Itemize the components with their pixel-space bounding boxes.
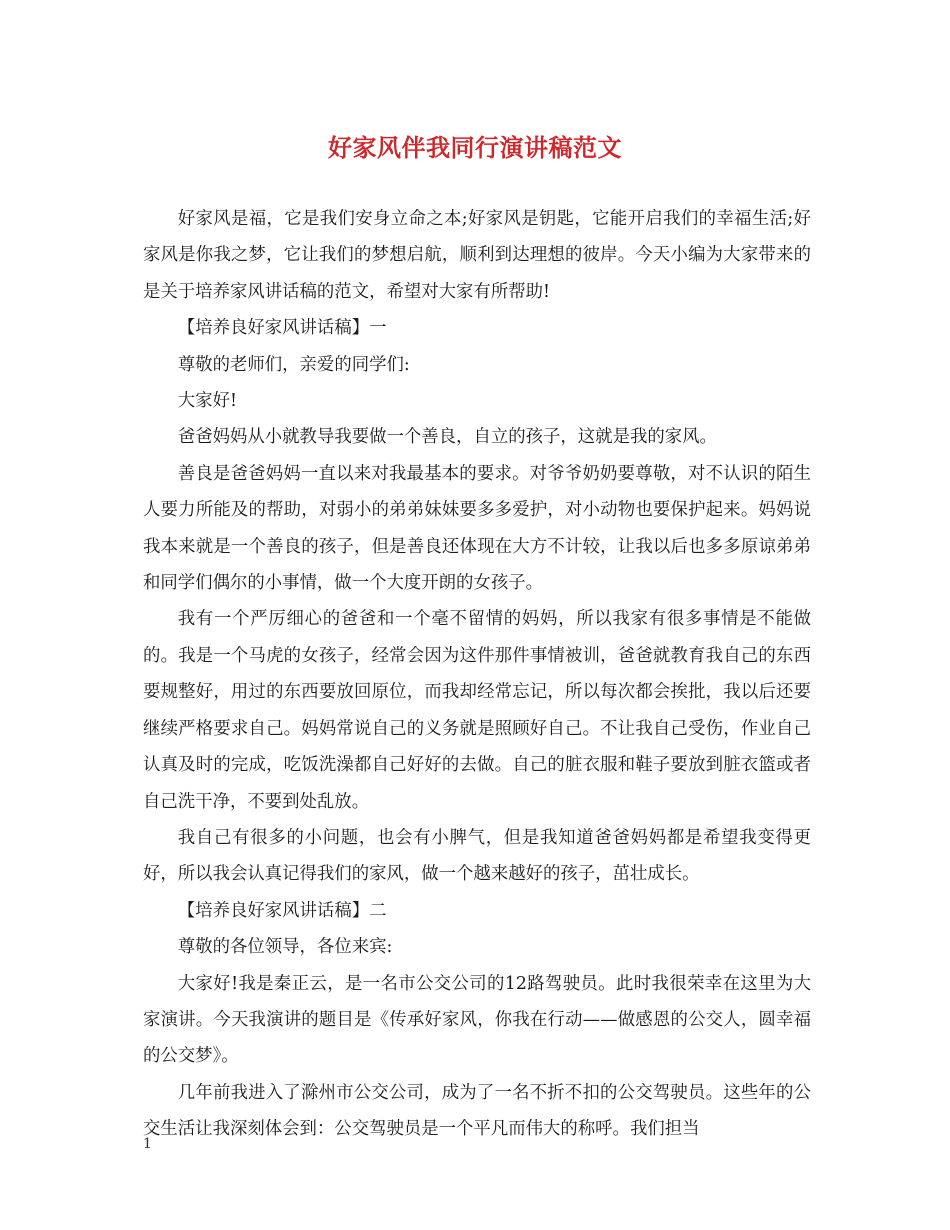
- paragraph: 几年前我进入了滁州市公交公司，成为了一名不折不扣的公交驾驶员。这些年的公交生活让我深刻体会到：公交驾驶员是一个平凡而伟大的称呼。我们担当: [143, 1082, 811, 1140]
- paragraph: 我自己有很多的小问题，也会有小脾气，但是我知道爸爸妈妈都是希望我变得更好，所以我会认真记得我们的家风，做一个越来越好的孩子，茁壮成长。: [143, 827, 811, 885]
- paragraph: 好家风是福，它是我们安身立命之本;好家风是钥匙，它能开启我们的幸福生活;好家风是你我之梦，它让我们的梦想启航，顺利到达理想的彼岸。今天小编为大家带来的是关于培养家风讲话稿的范文，希望对大家有所帮助!: [143, 209, 811, 302]
- document-title: 好家风伴我同行演讲稿范文: [328, 133, 622, 162]
- paragraph: 我有一个严厉细心的爸爸和一个毫不留情的妈妈，所以我家有很多事情是不能做的。我是一个马虎的女孩子，经常会因为这件那件事情被训，爸爸就教育我自己的东西要规整好，用过的东西要放回原位，而我却经常忘记，所以每次都会挨批，我以后还要继续严格要求自己。妈妈常说自己的义务就是照顾好自己。不让我自己受伤，作业自己认真及时的完成，吃饭洗澡都自己好好的去做。自己的脏衣服和鞋子要放到脏衣篮或者自己洗干净，不要到处乱放。: [143, 609, 811, 812]
- paragraph: 善良是爸爸妈妈一直以来对我最基本的要求。对爷爷奶奶要尊敬，对不认识的陌生人要力所能及的帮助，对弱小的弟弟妹妹要多多爱护，对小动物也要保护起来。妈妈说我本来就是一个善良的孩子，但是善良还体现在大方不计较，让我以后也多多原谅弟弟和同学们偶尔的小事情，做一个大度开朗的女孩子。: [143, 463, 811, 594]
- salutation: 尊敬的老师们，亲爱的同学们:: [177, 354, 410, 375]
- section-heading: 【培养良好家风讲话稿】一: [177, 318, 387, 339]
- section-heading: 【培养良好家风讲话稿】二: [177, 900, 387, 921]
- page-number: 1: [143, 1136, 152, 1152]
- salutation: 尊敬的各位领导，各位来宾:: [177, 937, 393, 958]
- paragraph: 大家好!我是秦正云，是一名市公交公司的12路驾驶员。此时我很荣幸在这里为大家演讲。今天我演讲的题目是《传承好家风，你我在行动——做感恩的公交人，圆幸福的公交梦》。: [143, 973, 811, 1067]
- greeting: 大家好!: [177, 391, 237, 412]
- paragraph: 爸爸妈妈从小就教导我要做一个善良，自立的孩子，这就是我的家风。: [177, 427, 717, 448]
- document-body: [143, 201, 811, 1148]
